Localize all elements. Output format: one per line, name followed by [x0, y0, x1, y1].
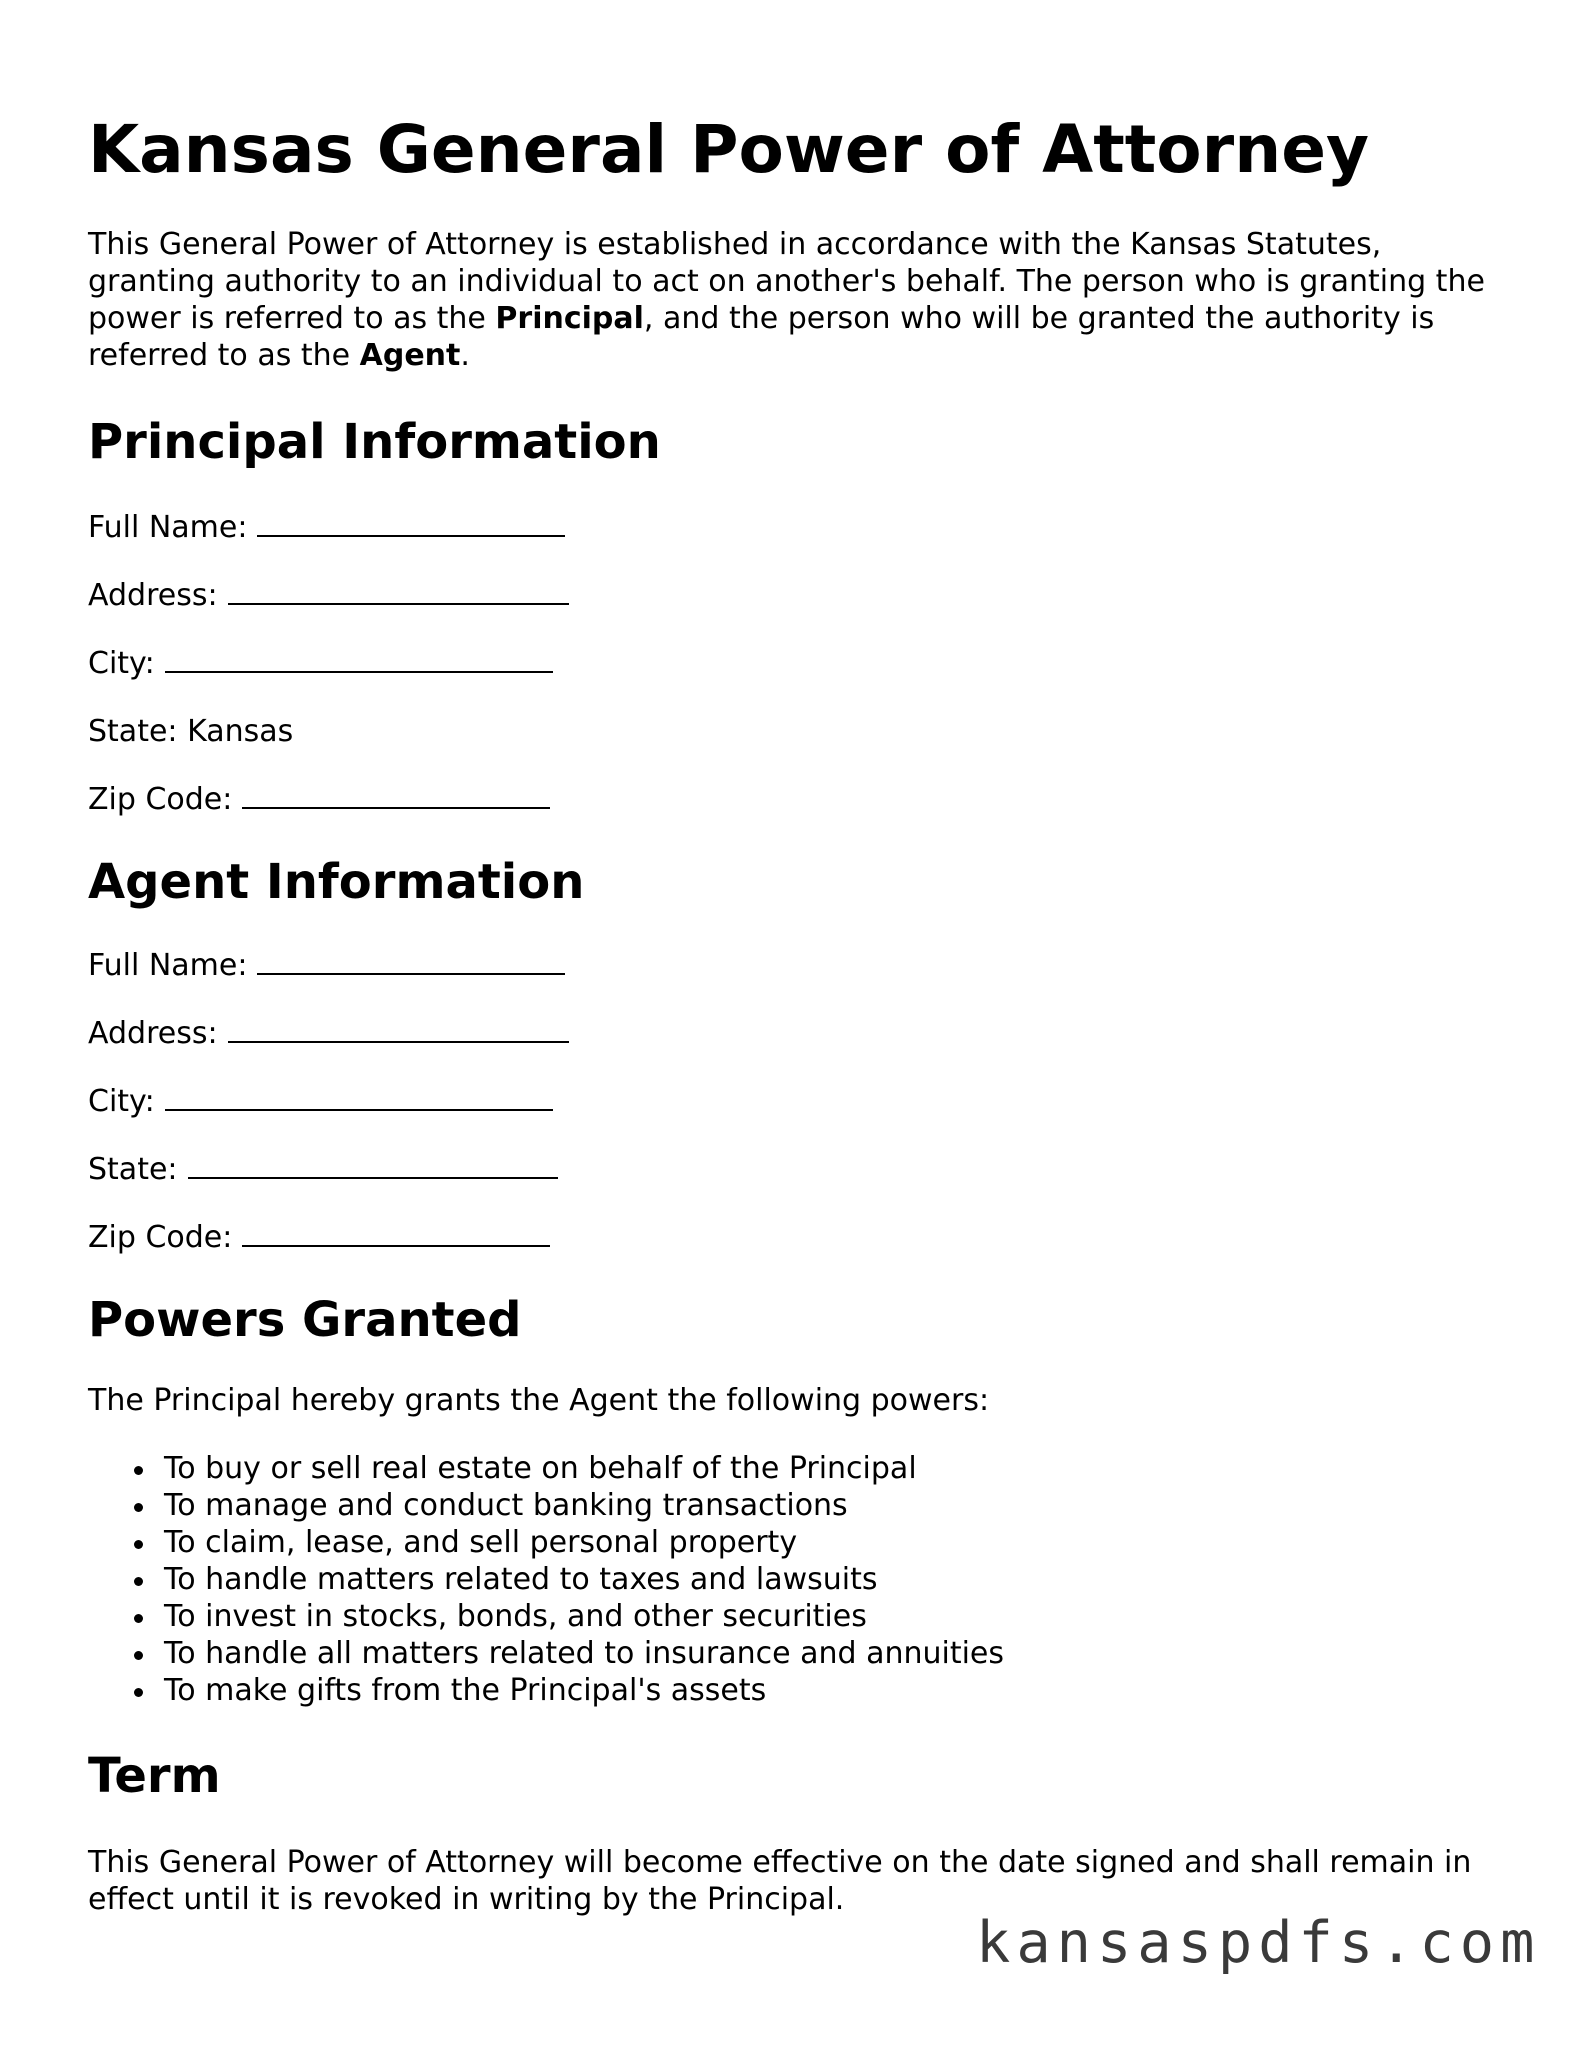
document-title: Kansas General Power of Attorney [88, 111, 1369, 188]
principal-zip-blank[interactable] [242, 781, 550, 809]
agent-term: Agent [359, 338, 461, 373]
power-item: To manage and conduct banking transactions [88, 1487, 1004, 1524]
principal-state-field [88, 712, 293, 752]
power-item: To handle matters related to taxes and lawsuits [88, 1561, 1004, 1598]
principal-city-label: City: [88, 646, 155, 681]
intro-text-3: . [460, 338, 470, 373]
site-watermark: kansaspdfs.com [976, 1910, 1541, 1976]
powers-list [88, 1450, 1004, 1709]
term-text: This General Power of Attorney will become effective on the date signed and shall remain in effect until it is revoked in writing by the Principal. [88, 1845, 1472, 1917]
agent-state-blank[interactable] [188, 1151, 558, 1179]
principal-zip-label: Zip Code: [88, 782, 233, 817]
agent-state-label: State: [88, 1152, 178, 1187]
agent-address-field [88, 1014, 569, 1054]
agent-zip-blank[interactable] [242, 1219, 550, 1247]
principal-zip-field [88, 780, 550, 820]
agent-city-label: City: [88, 1084, 155, 1119]
principal-address-field [88, 576, 569, 616]
agent-address-label: Address: [88, 1016, 218, 1051]
power-item: To claim, lease, and sell personal property [88, 1524, 1004, 1561]
principal-state-label: State: [88, 714, 178, 749]
agent-city-field [88, 1082, 553, 1122]
term-heading: Term [88, 1748, 221, 1804]
power-item: To invest in stocks, bonds, and other securities [88, 1598, 1004, 1635]
intro-text-1: This General Power of Attorney is established in accordance with the Kansas Statutes, granting authority to an individual to act on another's behalf. The person who is granting the power is referred to as the [88, 227, 1485, 336]
agent-full-name-field [88, 946, 565, 986]
principal-city-blank[interactable] [165, 645, 553, 673]
power-item: To handle all matters related to insurance and annuities [88, 1635, 1004, 1672]
power-item: To make gifts from the Principal's assets [88, 1672, 1004, 1709]
principal-term: Principal [495, 301, 644, 336]
agent-full-name-label: Full Name: [88, 948, 248, 983]
agent-state-field [88, 1150, 558, 1190]
principal-full-name-field [88, 508, 565, 548]
intro-paragraph [88, 226, 1508, 374]
principal-city-field [88, 644, 553, 684]
agent-address-blank[interactable] [228, 1015, 569, 1043]
powers-intro-text: The Principal hereby grants the Agent the following powers: [88, 1383, 990, 1418]
principal-address-label: Address: [88, 578, 218, 613]
principal-state-value: Kansas [187, 714, 294, 749]
power-item: To buy or sell real estate on behalf of the Principal [88, 1450, 1004, 1487]
principal-info-heading: Principal Information [88, 414, 661, 470]
intro-text-2: , and the person who will be granted the authority is referred to as the [88, 301, 1435, 373]
agent-info-heading: Agent Information [88, 854, 585, 910]
agent-city-blank[interactable] [165, 1083, 553, 1111]
principal-full-name-blank[interactable] [257, 509, 565, 537]
agent-zip-label: Zip Code: [88, 1220, 233, 1255]
principal-address-blank[interactable] [228, 577, 569, 605]
powers-granted-heading: Powers Granted [88, 1292, 522, 1348]
agent-full-name-blank[interactable] [257, 947, 565, 975]
principal-full-name-label: Full Name: [88, 510, 248, 545]
agent-zip-field [88, 1218, 550, 1258]
